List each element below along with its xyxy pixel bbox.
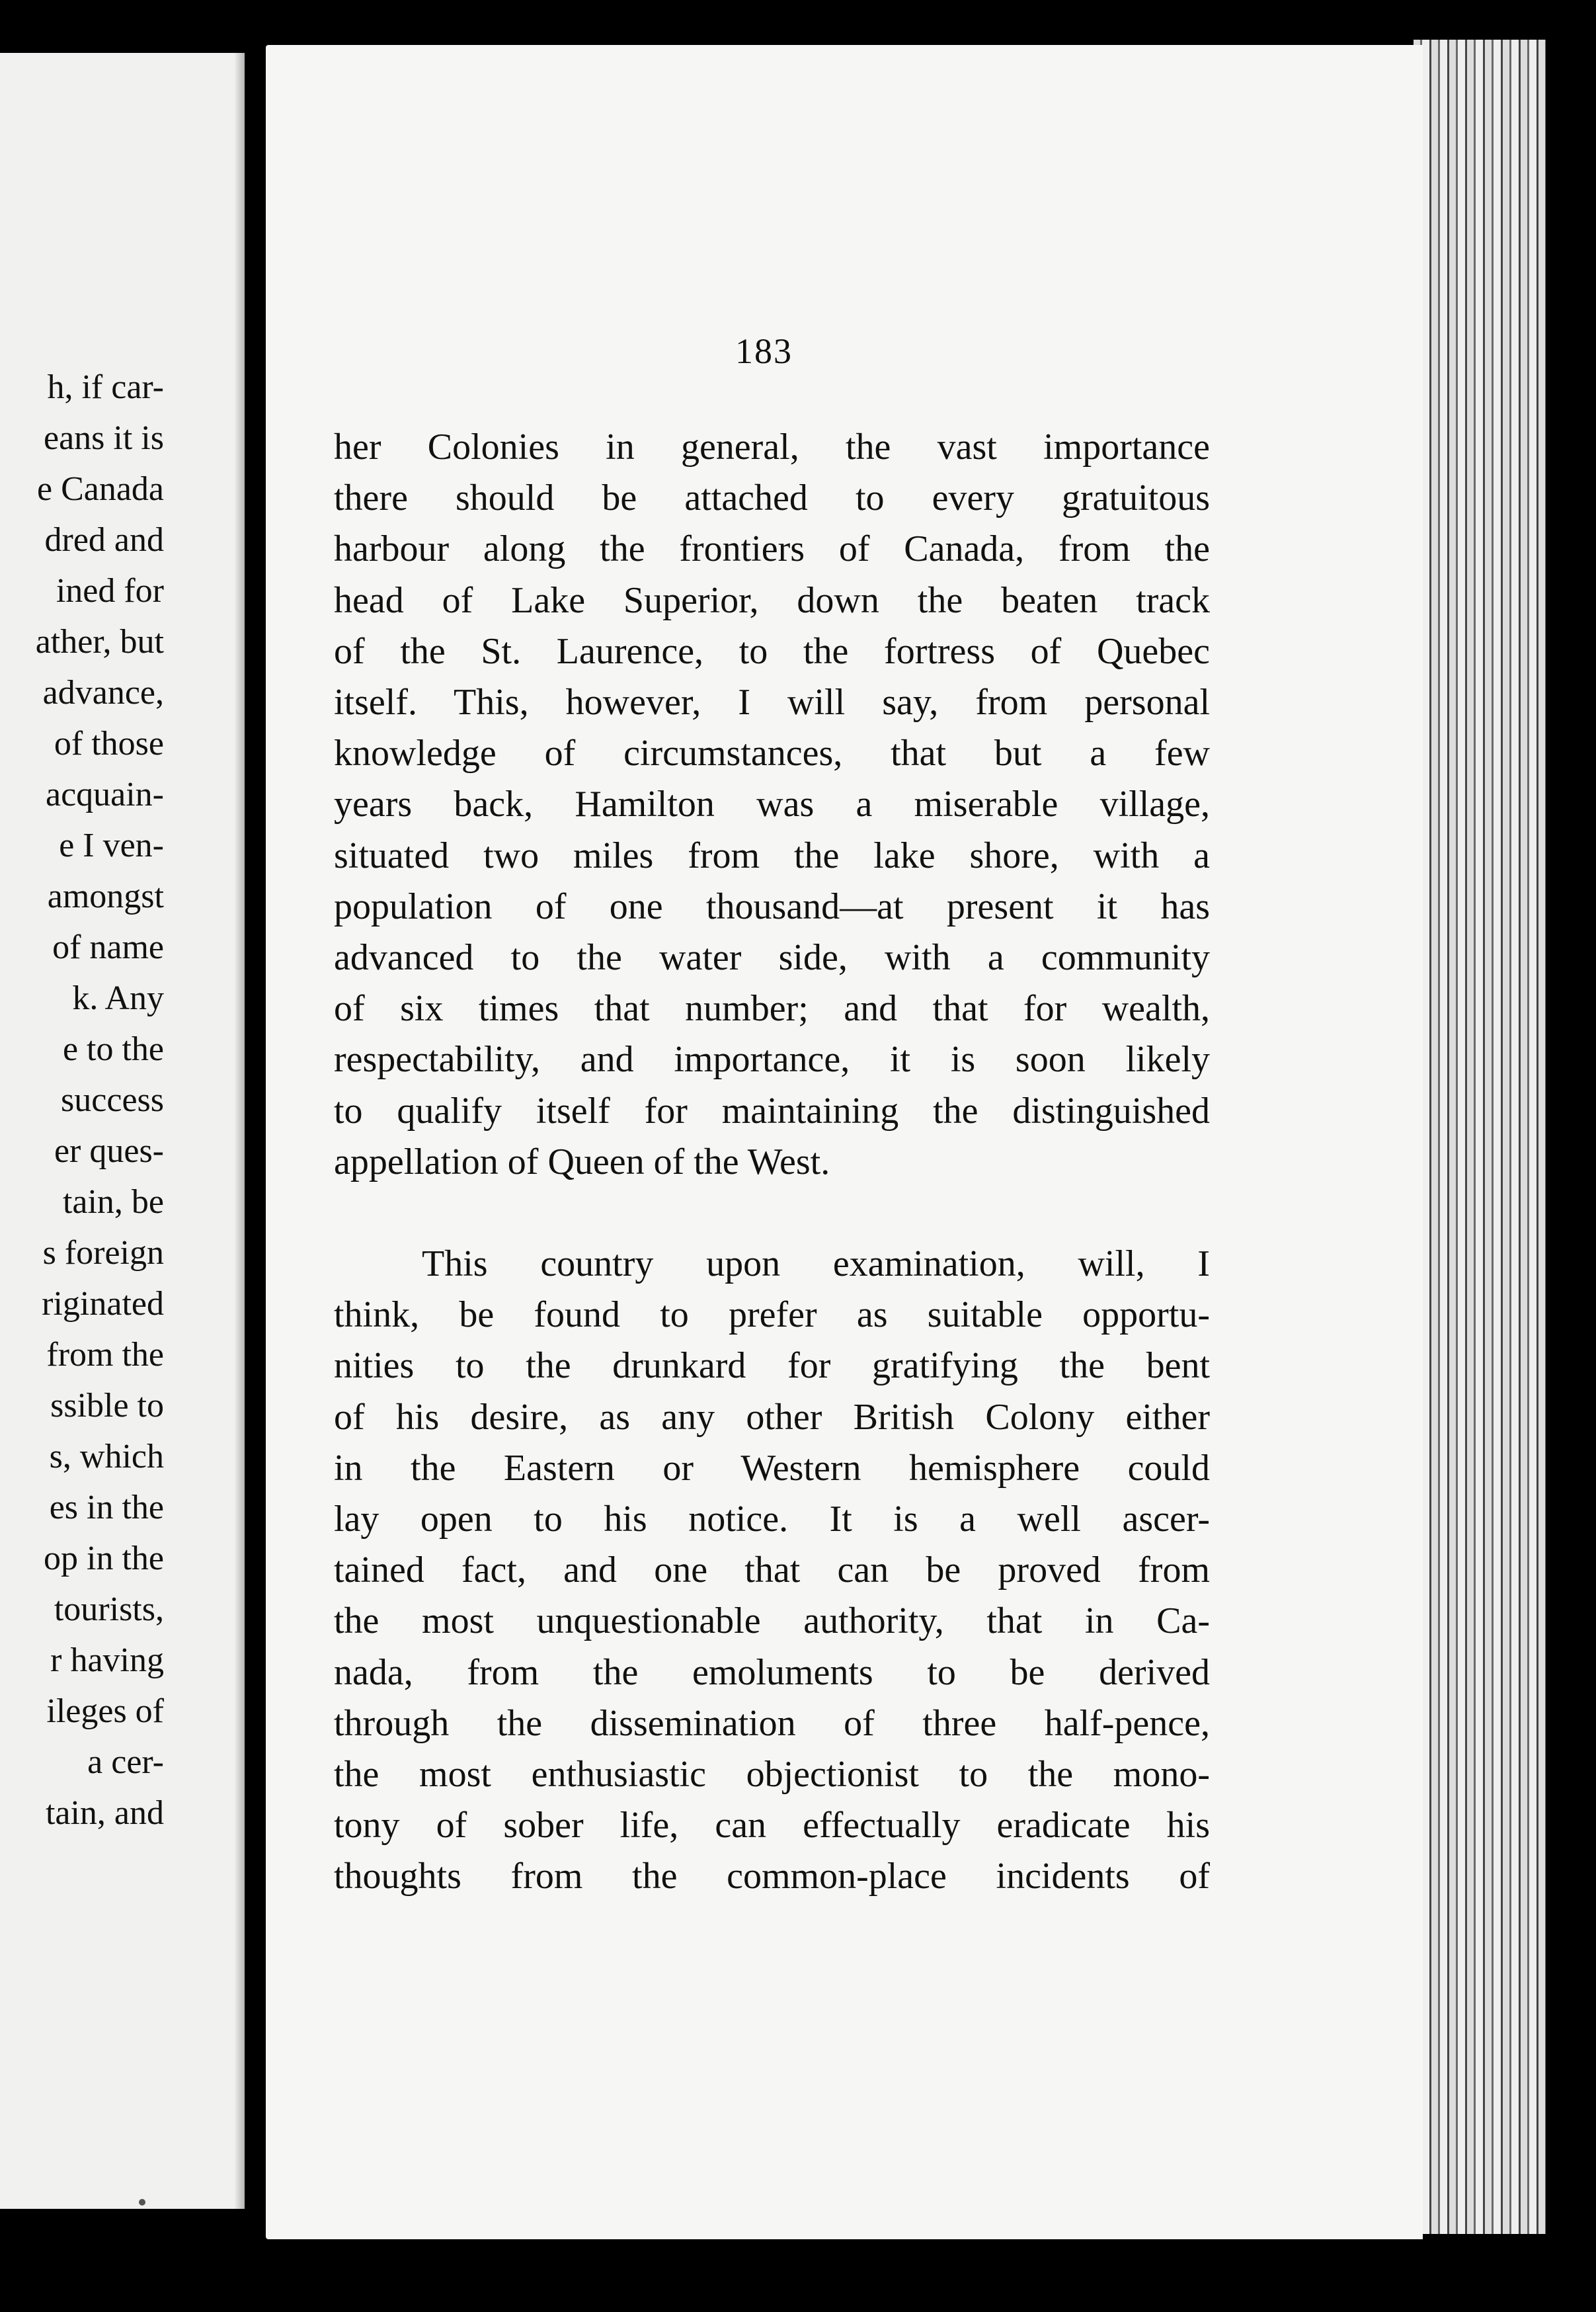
left-page-line: a cer-	[87, 1743, 164, 1781]
left-page-line: tourists,	[54, 1590, 164, 1628]
text-line: the most enthusiastic objectionist to the mono-	[334, 1754, 1210, 1795]
text-line: to qualify itself for maintaining the distinguished	[334, 1091, 1210, 1132]
text-line: situated two miles from the lake shore, with a	[334, 835, 1210, 876]
text-line: appellation of Queen of the West.	[334, 1141, 830, 1182]
left-page-line: s foreign	[42, 1234, 164, 1272]
left-page-line: e I ven-	[59, 827, 164, 864]
text-line: of his desire, as any other British Colony either	[334, 1397, 1210, 1438]
left-page-line: riginated	[42, 1285, 164, 1323]
left-page-line: s, which	[49, 1438, 164, 1475]
gutter-shadow	[234, 53, 245, 2209]
text-line: nities to the drunkard for gratifying the bent	[334, 1345, 1210, 1386]
text-line: think, be found to prefer as suitable opportu-	[334, 1294, 1210, 1335]
paper-speck	[139, 2199, 145, 2206]
page-edges	[1414, 40, 1546, 2234]
page-number: 183	[735, 331, 793, 371]
text-line: tained fact, and one that can be proved from	[334, 1549, 1210, 1590]
left-page-line: amongst	[47, 878, 164, 915]
left-page-line: op in the	[44, 1540, 164, 1577]
left-page-line: tain, and	[45, 1794, 164, 1832]
text-line: advanced to the water side, with a community	[334, 937, 1210, 978]
left-page-line: k. Any	[72, 979, 164, 1017]
left-page-line: tain, be	[62, 1183, 164, 1221]
left-page-line: success	[61, 1081, 164, 1119]
text-line: her Colonies in general, the vast importance	[334, 427, 1210, 468]
text-line: years back, Hamilton was a miserable village,	[334, 784, 1210, 825]
left-page-line: acquain-	[45, 776, 164, 813]
left-page-line: from the	[46, 1336, 164, 1374]
left-page-line: e Canada	[36, 470, 164, 508]
text-line: head of Lake Superior, down the beaten track	[334, 580, 1210, 621]
text-line: in the Eastern or Western hemisphere could	[334, 1448, 1210, 1489]
text-line: the most unquestionable authority, that in Ca-	[334, 1600, 1210, 1641]
left-page-line: ileges of	[46, 1692, 164, 1730]
left-page-line: ined for	[56, 572, 164, 610]
left-page-line: of those	[54, 725, 164, 763]
left-page-line: e to the	[62, 1030, 164, 1068]
left-page-line: r having	[50, 1641, 164, 1679]
left-page-line: er ques-	[54, 1132, 164, 1170]
text-line: tony of sober life, can effectually eradicate his	[334, 1805, 1210, 1846]
left-page-line: advance,	[42, 674, 164, 712]
left-page-line: es in the	[49, 1489, 164, 1526]
left-page-line: ssible to	[50, 1387, 164, 1424]
text-line: there should be attached to every gratuitous	[334, 477, 1210, 518]
left-page-line: h, if car-	[47, 368, 164, 406]
text-line: respectability, and importance, it is soon likely	[334, 1039, 1210, 1080]
left-page-line: of name	[52, 929, 164, 966]
text-line: itself. This, however, I will say, from personal	[334, 682, 1210, 723]
text-line: nada, from the emoluments to be derived	[334, 1652, 1210, 1693]
text-line: through the dissemination of three half-pence,	[334, 1703, 1210, 1744]
text-line: population of one thousand—at present it has	[334, 886, 1210, 927]
left-page-line: eans it is	[44, 419, 164, 457]
left-page-line: ather, but	[35, 623, 164, 661]
text-line: This country upon examination, will, I	[422, 1243, 1210, 1284]
text-line: thoughts from the common-place incidents of	[334, 1856, 1210, 1897]
text-line: of six times that number; and that for wealth,	[334, 988, 1210, 1029]
text-line: knowledge of circumstances, that but a few	[334, 733, 1210, 774]
text-line: harbour along the frontiers of Canada, from the	[334, 528, 1210, 569]
text-line: lay open to his notice. It is a well ascer-	[334, 1499, 1210, 1540]
text-line: of the St. Laurence, to the fortress of Quebec	[334, 631, 1210, 672]
left-page-line: dred and	[44, 521, 164, 559]
